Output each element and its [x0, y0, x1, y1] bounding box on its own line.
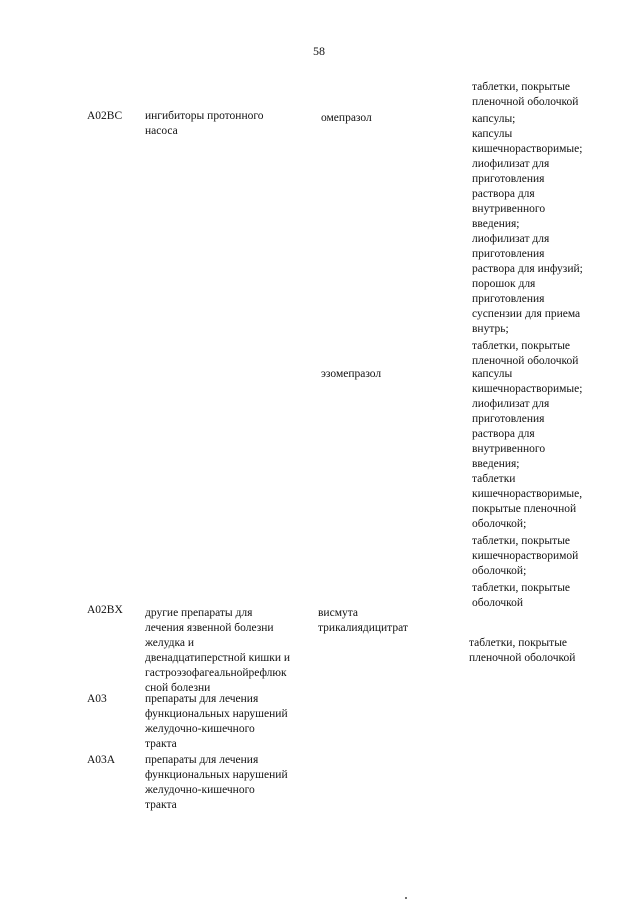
dosage-form-line: пленочной оболочкой — [472, 355, 579, 367]
dosage-form-line: суспензии для приема — [472, 308, 581, 320]
atc-code-a02bc: A02BC — [87, 110, 123, 122]
group-name-line: желудочно-кишечного — [145, 723, 255, 735]
dosage-form-line: лиофилизат для — [472, 233, 550, 245]
dosage-form-line: таблетки — [472, 473, 516, 485]
dosage-form-line: раствора для — [472, 428, 535, 440]
group-name-a02bc — [145, 109, 264, 139]
atc-code-a02bx: A02BX — [87, 604, 123, 616]
drug-name-omeprazol: омепразол — [321, 112, 372, 124]
dosage-form-line: капсулы — [472, 368, 513, 380]
group-name-line: другие препараты для — [145, 607, 253, 619]
dosage-form-line: введения; — [472, 218, 520, 230]
dosage-form-line: капсулы; — [472, 113, 516, 125]
drug-name-bismuth — [318, 606, 408, 636]
dosage-form-line: раствора для — [472, 188, 535, 200]
atc-code-a03a: A03A — [87, 754, 116, 766]
dosage-form-line: кишечнорастворимые, — [472, 488, 583, 500]
page-number: 58 — [313, 44, 325, 58]
group-name-line: гастроэзофагеальнойрефлюк — [145, 667, 287, 679]
group-name-a03 — [145, 692, 288, 752]
group-name-line: желудочно-кишечного — [145, 784, 255, 796]
group-name-line: двенадцатиперстной кишки и — [145, 652, 291, 664]
dosage-forms-omeprazol — [472, 80, 583, 369]
dosage-form-line: введения; — [472, 458, 520, 470]
dosage-form-line: кишечнорастворимой — [472, 550, 579, 562]
dosage-form-line: внутривенного — [472, 203, 546, 215]
scan-speck — [405, 897, 407, 899]
group-name-line: функциональных нарушений — [145, 769, 288, 781]
dosage-form-line: порошок для — [472, 278, 536, 290]
dosage-form-line: таблетки, покрытые — [472, 582, 571, 594]
drug-name-line: висмута — [318, 607, 358, 619]
dosage-forms-bismuth — [469, 636, 575, 666]
dosage-form-line: приготовления — [472, 293, 545, 305]
dosage-form-line: таблетки, покрытые — [472, 340, 571, 352]
group-name-line: сной болезни — [145, 682, 211, 694]
drug-name-line: трикалиядицитрат — [318, 622, 408, 634]
group-name-line: лечения язвенной болезни — [145, 622, 274, 634]
dosage-form-line: приготовления — [472, 248, 545, 260]
dosage-form-line: оболочкой; — [472, 565, 527, 577]
group-name-line: функциональных нарушений — [145, 708, 288, 720]
group-name-line: насоса — [145, 125, 178, 137]
group-name-line: желудка и — [145, 637, 195, 649]
group-name-line: тракта — [145, 738, 177, 750]
dosage-form-line: кишечнорастворимые; — [472, 383, 583, 395]
dosage-form-line: оболочкой — [472, 597, 524, 609]
atc-code-a03: A03 — [87, 693, 107, 705]
group-name-line: препараты для лечения — [145, 693, 259, 705]
dosage-form-line: покрытые пленочной — [472, 503, 577, 515]
dosage-form-line: кишечнорастворимые; — [472, 143, 583, 155]
dosage-form-line: раствора для инфузий; — [472, 263, 583, 275]
dosage-form-line: приготовления — [472, 413, 545, 425]
dosage-form-line: таблетки, покрытые — [469, 637, 568, 649]
group-name-line: ингибиторы протонного — [145, 110, 264, 122]
dosage-form-line: приготовления — [472, 173, 545, 185]
dosage-forms-ezomeprazol — [472, 367, 582, 611]
dosage-form-line: пленочной оболочкой — [469, 652, 576, 664]
group-name-line: препараты для лечения — [145, 754, 259, 766]
dosage-form-line: внутрь; — [472, 323, 509, 335]
dosage-form-line: капсулы — [472, 128, 513, 140]
dosage-form-line: лиофилизат для — [472, 398, 550, 410]
dosage-form-line: таблетки, покрытые — [472, 81, 571, 93]
dosage-form-line: таблетки, покрытые — [472, 535, 571, 547]
dosage-form-line: внутривенного — [472, 443, 546, 455]
group-name-line: тракта — [145, 799, 177, 811]
group-name-a02bx — [145, 606, 290, 696]
dosage-form-line: пленочной оболочкой — [472, 96, 579, 108]
dosage-form-line: оболочкой; — [472, 518, 527, 530]
dosage-form-line: лиофилизат для — [472, 158, 550, 170]
drug-name-ezomeprazol: эзомепразол — [321, 368, 382, 380]
group-name-a03a — [145, 753, 288, 813]
